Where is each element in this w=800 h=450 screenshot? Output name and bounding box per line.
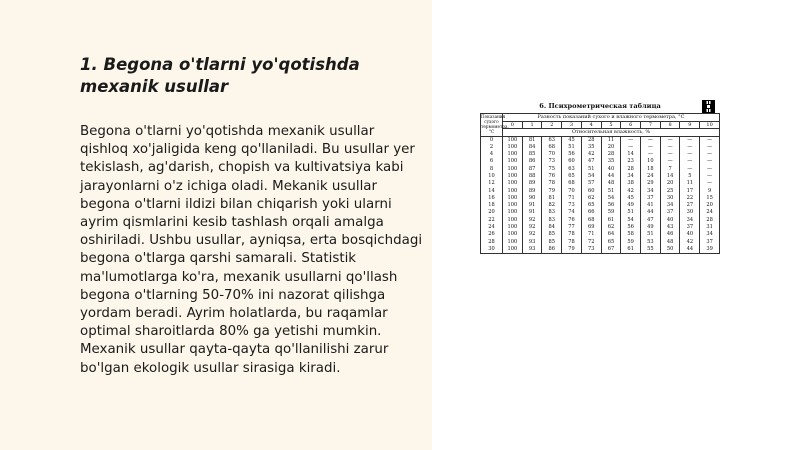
- row-temperature-cell: 30: [481, 246, 503, 254]
- humidity-cell: —: [700, 166, 720, 173]
- humidity-cell: 15: [700, 195, 720, 202]
- humidity-cell: 100: [503, 151, 523, 158]
- humidity-cell: 14: [660, 173, 680, 180]
- humidity-cell: 5: [680, 173, 700, 180]
- humidity-cell: 92: [522, 224, 542, 231]
- row-temperature-cell: 4: [481, 151, 503, 158]
- humidity-cell: 85: [542, 231, 562, 238]
- slide-body-text: Begona o'tlarni yo'qotishda mexanik usullar qishloq xo'jaligida keng qo'llaniladi. Bu usullar yer tekislash, ag'darish, chopish va kultivatsiya kabi jarayonlarni o'z ichiga oladi. Mekanik usullar begona o'tlarni ildizi bilan chiqarish yoki ularni ayrim qismlarini kesib tashlash orqali amalga oshiriladi. Ushbu usullar, ayniqsa, erta bosqichdagi begona o'tlarga qarshi samarali. Statistik ma'lumotlarga ko'ra, mexanik usullarni qo'llash begona o'tlarning 50-70% ini nazorat qilishga yordam beradi. Ayrim holatlarda, bu raqamlar optimal sharoitlarda 80% ga yetishi mumkin. Mexanik usullar qayta-qayta qo'llanilishi zarur bo'lgan ekologik usullar sirasiga kiradi.: [80, 124, 423, 376]
- humidity-cell: 28: [621, 166, 641, 173]
- humidity-cell: 51: [581, 166, 601, 173]
- humidity-cell: 30: [660, 195, 680, 202]
- slide-title: 1. Begona o'tlarni yo'qotishda mexanik usullar: [80, 55, 360, 96]
- humidity-cell: 81: [522, 136, 542, 144]
- humidity-cell: 88: [522, 173, 542, 180]
- humidity-cell: 59: [621, 239, 641, 246]
- humidity-cell: 63: [562, 166, 582, 173]
- humidity-cell: 91: [522, 202, 542, 209]
- humidity-cell: 37: [641, 195, 661, 202]
- humidity-cell: 67: [601, 246, 621, 254]
- column-header: 7: [641, 121, 661, 129]
- humidity-cell: 68: [581, 217, 601, 224]
- humidity-cell: 59: [601, 209, 621, 216]
- humidity-cell: 66: [581, 209, 601, 216]
- humidity-cell: 54: [621, 217, 641, 224]
- table-row: [481, 231, 720, 238]
- humidity-cell: —: [660, 158, 680, 165]
- humidity-cell: 60: [581, 188, 601, 195]
- humidity-cell: 17: [680, 188, 700, 195]
- humidity-cell: 100: [503, 188, 523, 195]
- humidity-cell: 31: [700, 224, 720, 231]
- humidity-cell: 63: [542, 136, 562, 144]
- humidity-cell: 40: [601, 166, 621, 173]
- row-temperature-cell: 2: [481, 144, 503, 151]
- humidity-cell: 100: [503, 166, 523, 173]
- row-temperature-cell: 26: [481, 231, 503, 238]
- humidity-cell: 68: [542, 144, 562, 151]
- humidity-cell: 64: [601, 231, 621, 238]
- psychrometric-table: [480, 113, 720, 254]
- humidity-cell: —: [621, 144, 641, 151]
- humidity-cell: —: [700, 180, 720, 187]
- humidity-cell: 42: [581, 151, 601, 158]
- humidity-cell: 34: [700, 231, 720, 238]
- humidity-cell: 65: [562, 173, 582, 180]
- humidity-cell: 9: [700, 188, 720, 195]
- table-row: [481, 158, 720, 165]
- humidity-cell: 28: [700, 217, 720, 224]
- humidity-cell: 87: [522, 166, 542, 173]
- humidity-cell: 54: [601, 195, 621, 202]
- humidity-cell: 100: [503, 209, 523, 216]
- humidity-cell: 37: [680, 224, 700, 231]
- humidity-cell: 60: [562, 158, 582, 165]
- humidity-cell: 25: [660, 188, 680, 195]
- column-header: 9: [680, 121, 700, 129]
- row-temperature-cell: 14: [481, 188, 503, 195]
- psychrometric-table-image: [480, 98, 720, 263]
- humidity-cell: 85: [522, 151, 542, 158]
- humidity-cell: 11: [601, 136, 621, 144]
- humidity-cell: 45: [562, 136, 582, 144]
- humidity-cell: 84: [522, 144, 542, 151]
- table-row: [481, 217, 720, 224]
- column-header: 10: [700, 121, 720, 129]
- humidity-cell: 35: [601, 158, 621, 165]
- table-row: [481, 239, 720, 246]
- humidity-cell: 93: [522, 239, 542, 246]
- table-row: [481, 144, 720, 151]
- humidity-cell: 61: [621, 246, 641, 254]
- humidity-cell: 43: [660, 224, 680, 231]
- humidity-cell: 100: [503, 180, 523, 187]
- humidity-cell: 50: [660, 246, 680, 254]
- humidity-cell: 54: [581, 173, 601, 180]
- humidity-cell: 86: [522, 158, 542, 165]
- humidity-cell: 30: [680, 209, 700, 216]
- humidity-cell: 27: [680, 202, 700, 209]
- humidity-cell: 68: [562, 180, 582, 187]
- humidity-cell: 72: [581, 239, 601, 246]
- humidity-cell: 38: [621, 180, 641, 187]
- humidity-cell: 14: [621, 151, 641, 158]
- humidity-cell: 100: [503, 231, 523, 238]
- humidity-cell: —: [660, 151, 680, 158]
- humidity-cell: 100: [503, 173, 523, 180]
- humidity-cell: 44: [641, 209, 661, 216]
- table-row: [481, 246, 720, 254]
- humidity-cell: 62: [581, 195, 601, 202]
- humidity-cell: —: [621, 136, 641, 144]
- humidity-cell: —: [700, 158, 720, 165]
- humidity-cell: 39: [700, 246, 720, 254]
- humidity-cell: 100: [503, 144, 523, 151]
- column-header: 3: [562, 121, 582, 129]
- humidity-cell: 37: [660, 209, 680, 216]
- humidity-cell: 45: [621, 195, 641, 202]
- humidity-cell: 49: [641, 224, 661, 231]
- humidity-cell: 35: [581, 144, 601, 151]
- row-temperature-cell: 28: [481, 239, 503, 246]
- humidity-cell: 46: [660, 231, 680, 238]
- column-header: 5: [601, 121, 621, 129]
- humidity-cell: —: [700, 136, 720, 144]
- humidity-cell: 62: [601, 224, 621, 231]
- humidity-cell: 76: [562, 217, 582, 224]
- humidity-cell: 70: [542, 151, 562, 158]
- humidity-cell: 65: [581, 202, 601, 209]
- qr-code-icon: [702, 100, 715, 113]
- humidity-cell: —: [641, 144, 661, 151]
- humidity-cell: 70: [562, 188, 582, 195]
- corner-header: Показания сухого термометра, °С: [481, 114, 503, 137]
- table-row: [481, 136, 720, 144]
- humidity-cell: 34: [680, 217, 700, 224]
- humidity-cell: 83: [542, 209, 562, 216]
- humidity-cell: 51: [562, 144, 582, 151]
- humidity-cell: 34: [660, 202, 680, 209]
- row-temperature-cell: 10: [481, 173, 503, 180]
- humidity-cell: 18: [641, 166, 661, 173]
- humidity-cell: —: [641, 151, 661, 158]
- column-header: 4: [581, 121, 601, 129]
- table-row: [481, 188, 720, 195]
- row-temperature-cell: 6: [481, 158, 503, 165]
- column-header: 1: [522, 121, 542, 129]
- column-header: 6: [621, 121, 641, 129]
- humidity-cell: 78: [562, 239, 582, 246]
- humidity-cell: 56: [562, 151, 582, 158]
- humidity-cell: 83: [542, 217, 562, 224]
- humidity-cell: 28: [601, 151, 621, 158]
- humidity-cell: 100: [503, 224, 523, 231]
- humidity-cell: —: [680, 158, 700, 165]
- humidity-cell: 34: [641, 188, 661, 195]
- humidity-cell: 11: [680, 180, 700, 187]
- humidity-cell: —: [700, 173, 720, 180]
- humidity-cell: 100: [503, 202, 523, 209]
- humidity-cell: 44: [680, 246, 700, 254]
- humidity-cell: —: [680, 151, 700, 158]
- row-temperature-cell: 12: [481, 180, 503, 187]
- humidity-cell: 49: [621, 202, 641, 209]
- humidity-cell: 82: [542, 202, 562, 209]
- table-row: [481, 195, 720, 202]
- humidity-cell: 79: [542, 188, 562, 195]
- humidity-cell: 79: [562, 246, 582, 254]
- humidity-cell: 58: [621, 231, 641, 238]
- humidity-cell: 41: [641, 202, 661, 209]
- humidity-cell: 84: [542, 224, 562, 231]
- table-row: [481, 151, 720, 158]
- table-title: 6. Психрометрическая таблица: [539, 102, 661, 110]
- humidity-cell: 61: [601, 217, 621, 224]
- row-temperature-cell: 22: [481, 217, 503, 224]
- humidity-cell: —: [660, 136, 680, 144]
- difference-header: Разность показаний сухого и влажного термометра, °С: [503, 114, 720, 122]
- humidity-cell: 89: [522, 180, 542, 187]
- humidity-cell: 44: [601, 173, 621, 180]
- humidity-cell: 56: [621, 224, 641, 231]
- humidity-cell: 42: [621, 188, 641, 195]
- row-temperature-cell: 0: [481, 136, 503, 144]
- humidity-cell: 37: [700, 239, 720, 246]
- column-header: 0: [503, 121, 523, 129]
- humidity-cell: 48: [601, 180, 621, 187]
- humidity-cell: 73: [581, 246, 601, 254]
- humidity-cell: 10: [641, 158, 661, 165]
- humidity-cell: 7: [660, 166, 680, 173]
- humidity-cell: 71: [562, 195, 582, 202]
- humidity-cell: 100: [503, 195, 523, 202]
- humidity-cell: 78: [542, 180, 562, 187]
- row-temperature-cell: 20: [481, 209, 503, 216]
- humidity-cell: 23: [621, 158, 641, 165]
- humidity-cell: 28: [581, 136, 601, 144]
- humidity-cell: —: [700, 151, 720, 158]
- humidity-cell: 91: [522, 209, 542, 216]
- table-row: [481, 202, 720, 209]
- humidity-cell: 69: [581, 224, 601, 231]
- humidity-cell: 51: [641, 231, 661, 238]
- humidity-cell: 78: [562, 231, 582, 238]
- humidity-cell: 65: [601, 239, 621, 246]
- humidity-cell: 100: [503, 246, 523, 254]
- humidity-cell: 20: [700, 202, 720, 209]
- table-row: [481, 173, 720, 180]
- humidity-subheader: Относительная влажность, %: [503, 129, 720, 137]
- humidity-cell: 51: [621, 209, 641, 216]
- table-row: [481, 224, 720, 231]
- humidity-cell: 92: [522, 231, 542, 238]
- humidity-cell: 57: [581, 180, 601, 187]
- row-temperature-cell: 8: [481, 166, 503, 173]
- humidity-cell: 24: [641, 173, 661, 180]
- humidity-cell: 100: [503, 158, 523, 165]
- humidity-cell: 34: [621, 173, 641, 180]
- table-row: [481, 166, 720, 173]
- humidity-cell: 22: [680, 195, 700, 202]
- humidity-cell: 47: [641, 217, 661, 224]
- humidity-cell: 100: [503, 217, 523, 224]
- humidity-cell: 53: [641, 239, 661, 246]
- humidity-cell: 100: [503, 136, 523, 144]
- humidity-cell: —: [641, 136, 661, 144]
- humidity-cell: 29: [641, 180, 661, 187]
- humidity-cell: 73: [542, 158, 562, 165]
- humidity-cell: 90: [522, 195, 542, 202]
- table-row: [481, 209, 720, 216]
- humidity-cell: 71: [581, 231, 601, 238]
- humidity-cell: 73: [562, 202, 582, 209]
- humidity-cell: —: [700, 144, 720, 151]
- humidity-cell: 51: [601, 188, 621, 195]
- humidity-cell: —: [660, 144, 680, 151]
- table-row: [481, 180, 720, 187]
- humidity-cell: 24: [700, 209, 720, 216]
- humidity-cell: 92: [522, 217, 542, 224]
- column-header: 8: [660, 121, 680, 129]
- humidity-cell: —: [680, 166, 700, 173]
- humidity-cell: 20: [601, 144, 621, 151]
- humidity-cell: 55: [641, 246, 661, 254]
- humidity-cell: —: [680, 136, 700, 144]
- humidity-cell: 40: [680, 231, 700, 238]
- humidity-cell: 47: [581, 158, 601, 165]
- humidity-cell: 86: [542, 246, 562, 254]
- humidity-cell: 42: [680, 239, 700, 246]
- humidity-cell: 81: [542, 195, 562, 202]
- humidity-cell: 74: [562, 209, 582, 216]
- humidity-cell: 77: [562, 224, 582, 231]
- row-temperature-cell: 18: [481, 202, 503, 209]
- row-temperature-cell: 16: [481, 195, 503, 202]
- humidity-cell: 89: [522, 188, 542, 195]
- humidity-cell: 20: [660, 180, 680, 187]
- row-temperature-cell: 24: [481, 224, 503, 231]
- humidity-cell: 40: [660, 217, 680, 224]
- humidity-cell: 76: [542, 173, 562, 180]
- humidity-cell: 56: [601, 202, 621, 209]
- humidity-cell: —: [680, 144, 700, 151]
- humidity-cell: 93: [522, 246, 542, 254]
- humidity-cell: 48: [660, 239, 680, 246]
- humidity-cell: 100: [503, 239, 523, 246]
- humidity-cell: 75: [542, 166, 562, 173]
- column-header: 2: [542, 121, 562, 129]
- humidity-cell: 85: [542, 239, 562, 246]
